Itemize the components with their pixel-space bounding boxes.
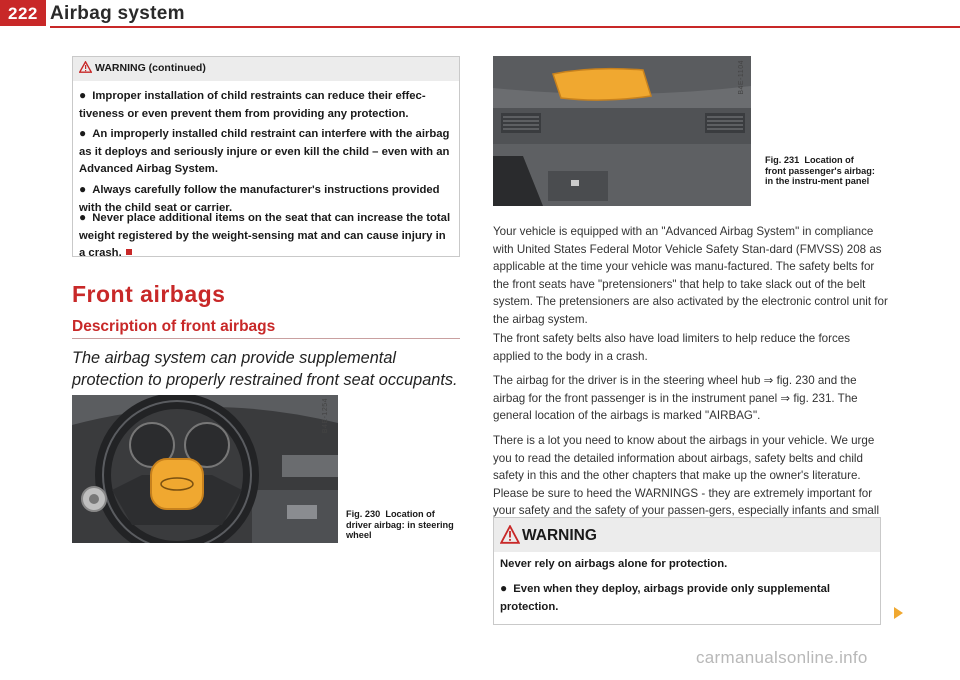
warning-item: ● Improper installation of child restraints can reduce their effec-tiveness or even prevent them from providing any protection.: [79, 88, 426, 120]
warning-item: ● Never place additional items on the seat that can increase the total weight registered by the weight-sensing mat and can cause injury in a crash.: [79, 210, 451, 260]
steering-wheel-illustration: [72, 395, 338, 543]
warning-item: ● An improperly installed child restraint can interfere with the airbag as it deploys and seriously injure or even kill the child – even with an Advanced Airbag System.: [79, 126, 450, 176]
page-header-title: Airbag system: [50, 3, 185, 24]
warning-lead: Never rely on airbags alone for protection.: [500, 558, 728, 570]
figure-code: B4E-1254: [322, 398, 329, 434]
figure-230-caption: Fig. 230 Location of driver airbag: in steering wheel: [346, 509, 454, 540]
figure-231-caption: Fig. 231 Location of front passenger's airbag: in the instru-ment panel: [765, 155, 875, 186]
body-paragraph: There is a lot you need to know about the airbags in your vehicle. We urge you to read the detailed information about airbags, safety belts and child safety in this and the other chapters that make up the owner's literature. Please be sure to heed the WARNINGS - they are extremely important for your safety and the safety of your passen-gers, especially infants and small: [493, 434, 880, 517]
figure-231-passenger-airbag: [493, 56, 751, 206]
warning-triangle-icon: [500, 525, 520, 544]
section-title: Front airbags: [72, 281, 226, 307]
bullet-icon: ●: [79, 182, 87, 196]
subtitle-divider: [72, 338, 460, 339]
section-intro: The airbag system can provide supplemental protection to properly restrained front seat occupants.: [72, 349, 458, 389]
instrument-panel-illustration: [493, 56, 751, 206]
section-end-mark: [126, 249, 132, 255]
figure-230-steering-wheel: [72, 395, 338, 543]
warning-header: [494, 518, 880, 552]
warning-box-continued: [72, 56, 460, 260]
bullet-icon: ●: [79, 126, 87, 140]
body-paragraph: The airbag for the driver is in the steering wheel hub ⇒ fig. 230 and the airbag for the front passenger is in the instrument panel ⇒ fig. 231. The general location of the airbags is marked "AIRBAG".: [493, 374, 858, 422]
figure-code: B4E-1104: [738, 60, 745, 95]
warning-heading: WARNING: [522, 527, 597, 544]
warning-triangle-icon: [79, 61, 92, 73]
page-number: 222: [8, 4, 38, 23]
section-subtitle: Description of front airbags: [72, 318, 276, 335]
warning-header: [73, 57, 459, 81]
bullet-icon: ●: [79, 210, 87, 224]
header-divider: [50, 26, 960, 28]
warning-box: [493, 517, 881, 625]
bullet-icon: ●: [79, 88, 87, 102]
warning-item: ● Always carefully follow the manufacturer's instructions provided with the child seat or carrier.: [79, 182, 440, 214]
warning-heading: WARNING (continued): [95, 62, 206, 74]
bullet-icon: ●: [500, 581, 508, 595]
body-paragraph: The front safety belts also have load limiters to help reduce the forces applied to the body in a crash.: [493, 332, 851, 363]
body-paragraph: Your vehicle is equipped with an "Advanced Airbag System" in compliance with United States Federal Motor Vehicle Safety Stan-dard (FMVSS) 208 as applicable at the time your vehicle was manu-factured. The safety belts for the front seats have "pretensioners" that help to take slack out of the belt system. The pretensioners are also activated by the electronic control unit for the airbag system.: [493, 225, 888, 326]
watermark: carmanualsonline.info: [696, 648, 868, 667]
continue-arrow-icon: [894, 607, 903, 619]
warning-item: ● Even when they deploy, airbags provide only supplemental protection.: [500, 581, 831, 613]
